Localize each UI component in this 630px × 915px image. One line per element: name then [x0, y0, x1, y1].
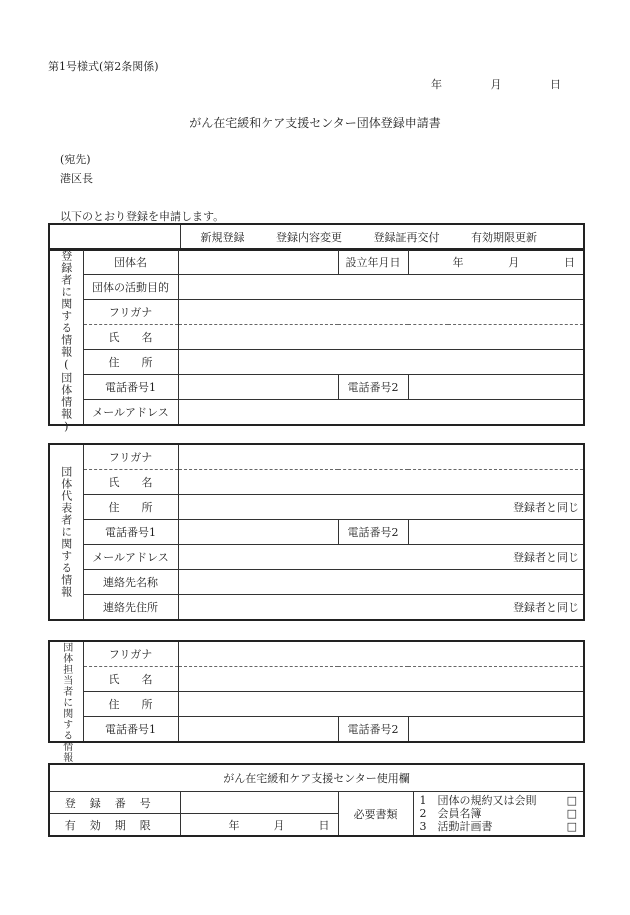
- reg-no-label: 登録番号: [49, 792, 180, 814]
- established-field[interactable]: [408, 249, 584, 275]
- est-year: 年: [452, 256, 464, 269]
- header-month: 月: [490, 78, 502, 91]
- rep-email-same[interactable]: 登録者と同じ: [513, 551, 579, 564]
- doc-no: 1: [419, 794, 427, 807]
- rep-address-label: 住 所: [83, 495, 178, 520]
- registrant-section: [48, 248, 585, 434]
- option-renew[interactable]: 有効期限更新: [471, 231, 537, 244]
- rep-name-label: 氏 名: [83, 470, 178, 495]
- required-docs-label: 必要書類: [338, 792, 413, 837]
- header-day: 日: [550, 78, 561, 91]
- representative-section-label: 団体代表者に関する情報: [49, 444, 83, 620]
- addressee-name: 港区長: [60, 172, 93, 185]
- options-row: [180, 224, 584, 250]
- doc-item: [420, 807, 578, 820]
- reg-phone1-label: 電話番号1: [83, 375, 178, 400]
- est-month: 月: [508, 256, 520, 269]
- valid-day: 日: [318, 818, 330, 832]
- rep-address-same[interactable]: 登録者と同じ: [513, 501, 579, 514]
- rep-email-field[interactable]: [178, 545, 584, 570]
- doc-item: [420, 820, 578, 833]
- docs-list: [413, 792, 584, 837]
- reg-name-label: 氏 名: [83, 325, 178, 350]
- reg-address-label: 住 所: [83, 350, 178, 375]
- staff-phone2-label: 電話番号2: [338, 717, 408, 743]
- staff-name-label: 氏 名: [83, 667, 178, 692]
- rep-contact-name-label: 連絡先名称: [83, 570, 178, 595]
- group-name-field[interactable]: [178, 249, 338, 275]
- intro-text: 以下のとおり登録を申請します。: [60, 210, 225, 223]
- office-section: [48, 763, 585, 837]
- reg-email-label: メールアドレス: [83, 400, 178, 426]
- checkbox-icon[interactable]: □: [566, 794, 577, 807]
- rep-phone1-label: 電話番号1: [83, 520, 178, 545]
- office-title: がん在宅緩和ケア支援センター使用欄: [49, 764, 584, 792]
- staff-address-label: 住 所: [83, 692, 178, 717]
- rep-contact-name-field[interactable]: [178, 570, 584, 595]
- rep-address-field[interactable]: [178, 495, 584, 520]
- staff-address-field[interactable]: [178, 692, 584, 717]
- staff-phone2-field[interactable]: [408, 717, 584, 743]
- doc-label: 会員名簿: [437, 807, 482, 820]
- staff-phone1-field[interactable]: [178, 717, 338, 743]
- reg-phone1-field[interactable]: [178, 375, 338, 400]
- rep-furigana-label: フリガナ: [83, 444, 178, 470]
- option-new[interactable]: 新規登録: [200, 231, 245, 244]
- doc-label: 団体の規約又は会則: [437, 794, 537, 807]
- registrant-section-label: 登録者に関する情報(団体情報): [49, 249, 83, 425]
- established-label: 設立年月日: [338, 249, 408, 275]
- header-date: [431, 76, 561, 92]
- checkbox-icon[interactable]: □: [566, 820, 577, 833]
- option-reissue[interactable]: 登録証再交付: [373, 231, 440, 244]
- validity-field[interactable]: [180, 814, 338, 837]
- form-number: 第1号様式(第2条関係): [48, 60, 159, 73]
- staff-name-field[interactable]: [178, 667, 584, 692]
- purpose-field[interactable]: [178, 275, 584, 300]
- reg-email-field[interactable]: [178, 400, 584, 426]
- rep-phone2-field[interactable]: [408, 520, 584, 545]
- options-table: [48, 223, 585, 251]
- reg-furigana-field[interactable]: [178, 300, 584, 325]
- rep-name-field[interactable]: [178, 470, 584, 495]
- valid-year: 年: [228, 818, 240, 832]
- staff-phone1-label: 電話番号1: [83, 717, 178, 743]
- option-change[interactable]: 登録内容変更: [276, 231, 342, 244]
- staff-section: [48, 640, 585, 763]
- rep-phone1-field[interactable]: [178, 520, 338, 545]
- rep-contact-address-label: 連絡先住所: [83, 595, 178, 621]
- page-title: がん在宅緩和ケア支援センター団体登録申請書: [189, 116, 441, 130]
- reg-phone2-label: 電話番号2: [338, 375, 408, 400]
- purpose-label: 団体の活動目的: [83, 275, 178, 300]
- reg-address-field[interactable]: [178, 350, 584, 375]
- reg-phone2-field[interactable]: [408, 375, 584, 400]
- est-day: 日: [564, 256, 575, 269]
- rep-contact-address-same[interactable]: 登録者と同じ: [513, 601, 579, 614]
- reg-furigana-label: フリガナ: [83, 300, 178, 325]
- doc-label: 活動計画書: [437, 820, 493, 833]
- rep-email-label: メールアドレス: [83, 545, 178, 570]
- doc-no: 2: [419, 807, 427, 820]
- rep-phone2-label: 電話番号2: [338, 520, 408, 545]
- staff-furigana-field[interactable]: [178, 641, 584, 667]
- group-name-label: 団体名: [83, 249, 178, 275]
- staff-section-label: 団体担当者に関する情報: [49, 641, 83, 742]
- rep-contact-address-field[interactable]: [178, 595, 584, 621]
- representative-section: [48, 443, 585, 621]
- staff-furigana-label: フリガナ: [83, 641, 178, 667]
- addressee-label: (宛先): [60, 153, 91, 166]
- rep-furigana-field[interactable]: [178, 444, 584, 470]
- header-year: 年: [431, 78, 442, 91]
- reg-no-field[interactable]: [180, 792, 338, 814]
- validity-label: 有効期限: [49, 814, 180, 837]
- valid-month: 月: [273, 818, 285, 832]
- reg-name-field[interactable]: [178, 325, 584, 350]
- checkbox-icon[interactable]: □: [566, 807, 577, 820]
- options-blank: [49, 224, 180, 250]
- doc-item: [420, 794, 578, 807]
- doc-no: 3: [419, 820, 427, 833]
